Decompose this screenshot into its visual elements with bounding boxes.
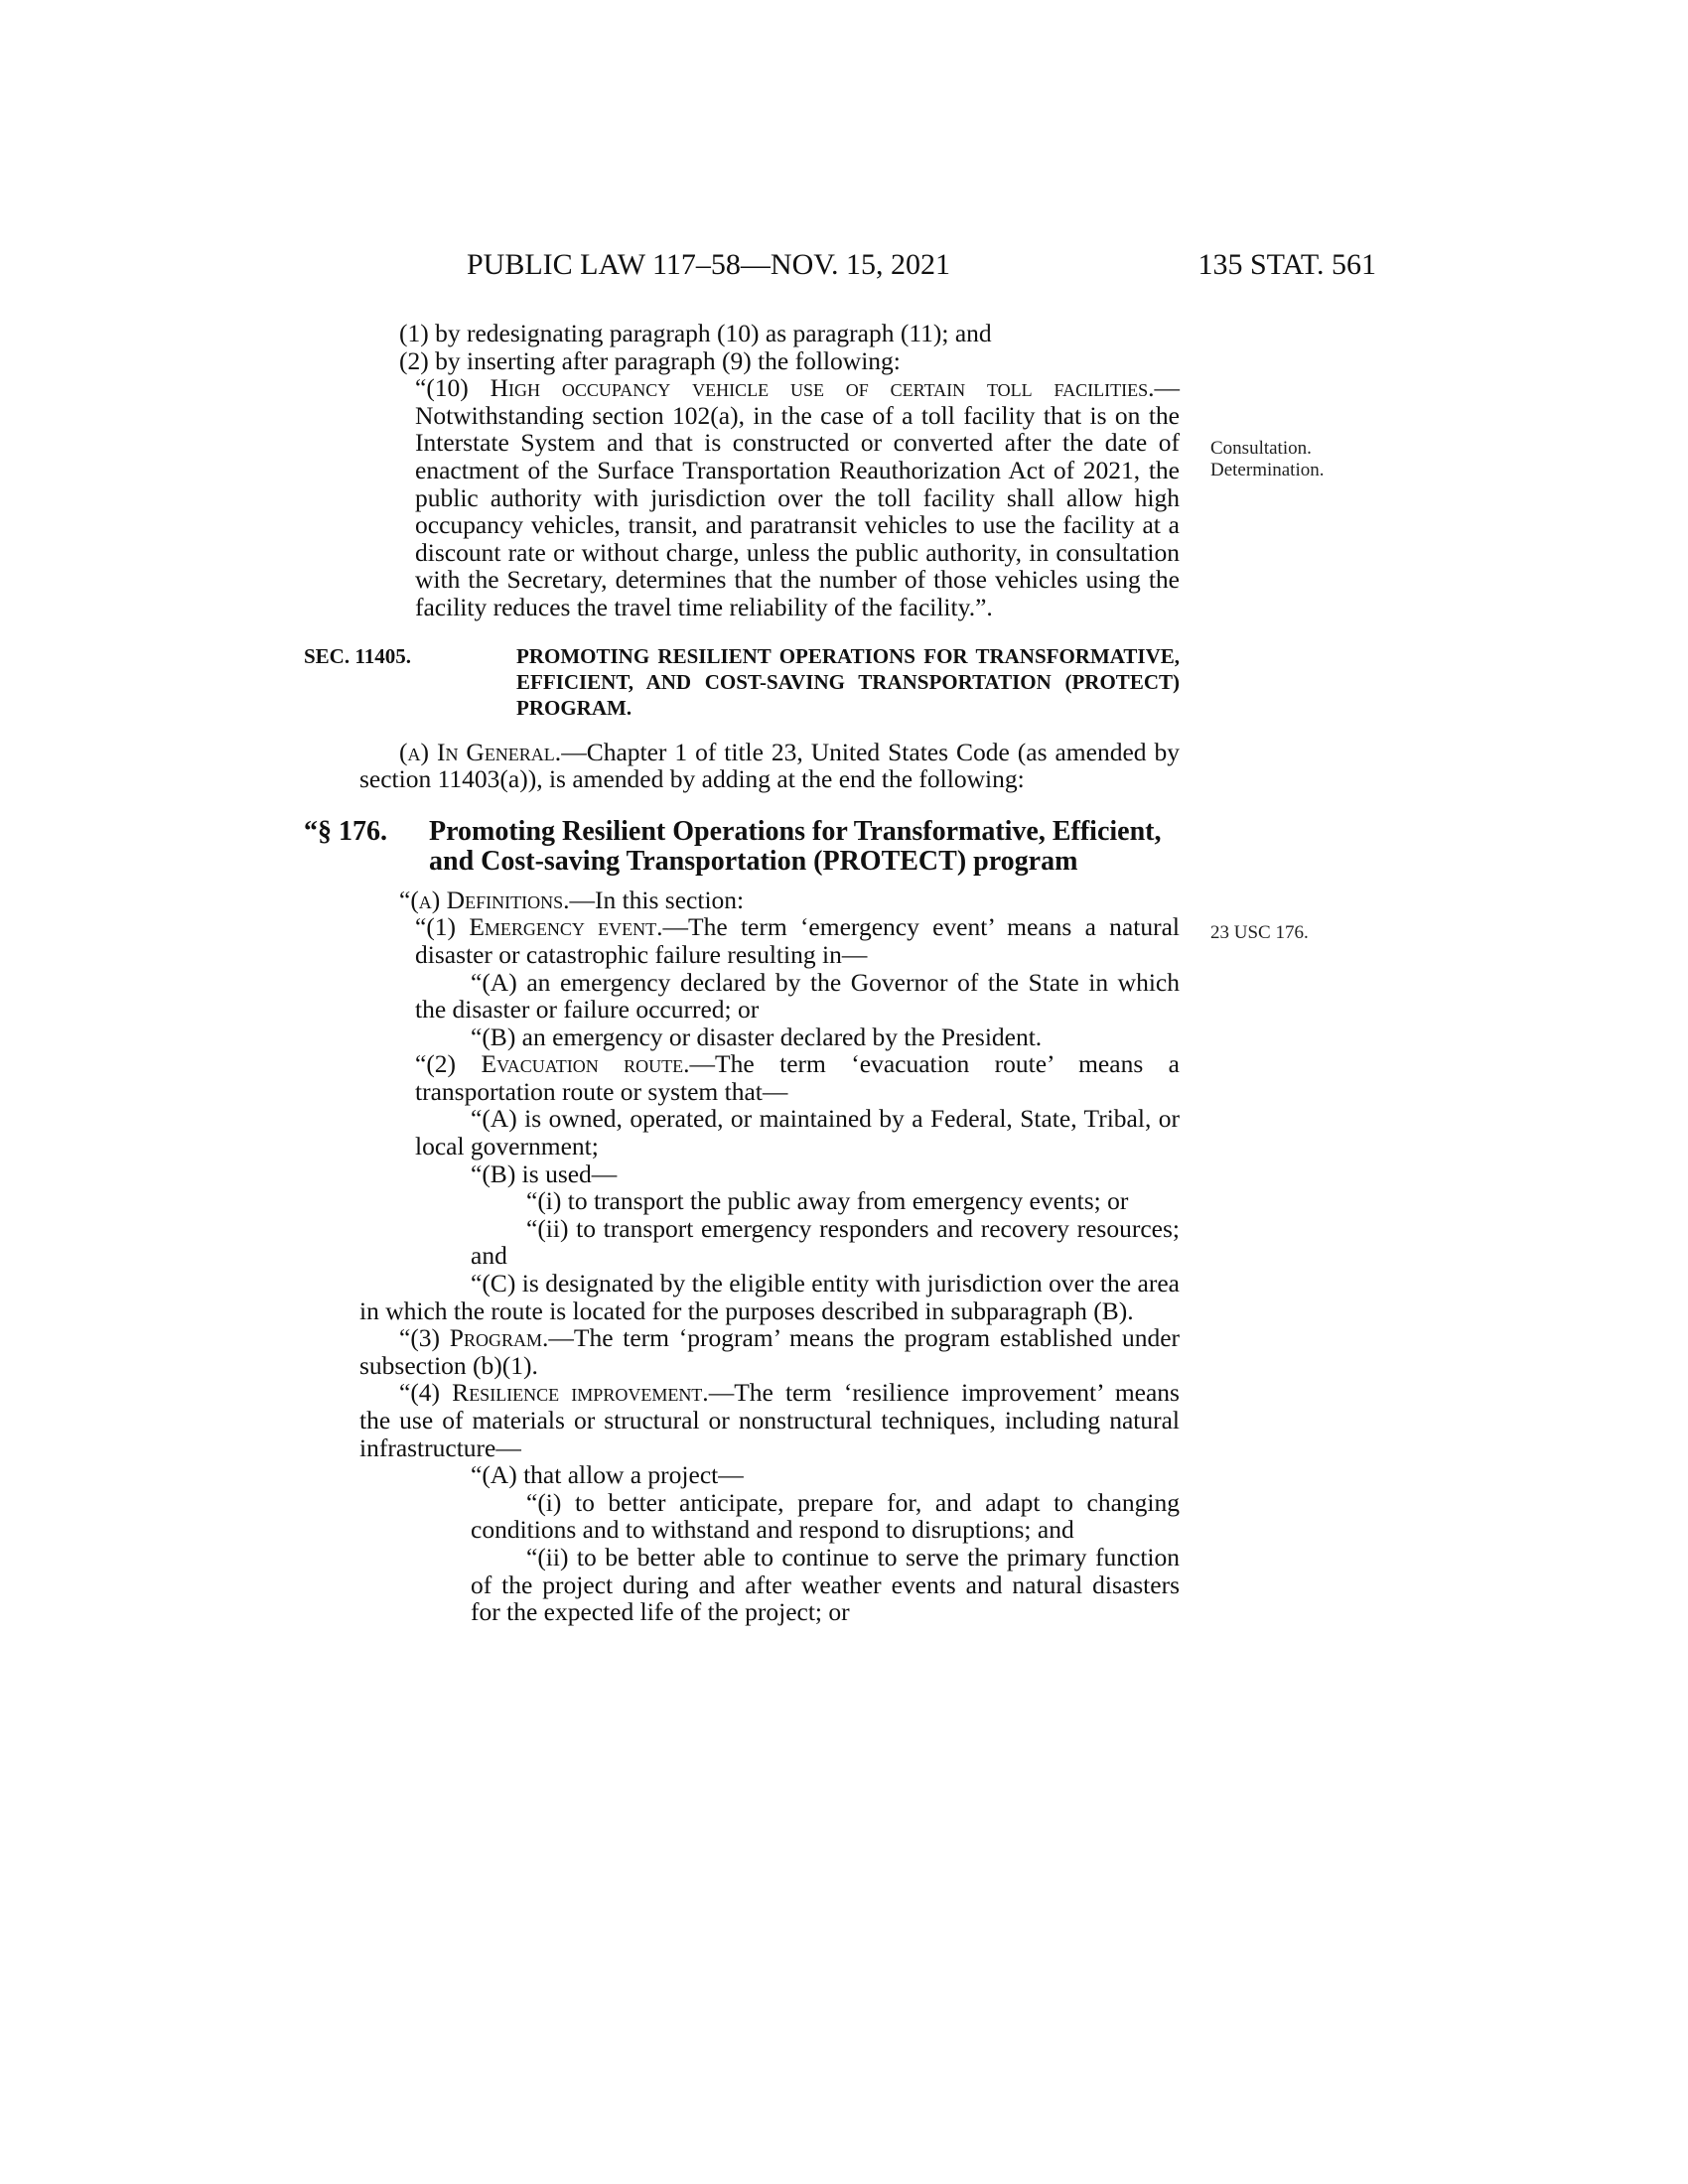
margin-note-line: Consultation. <box>1210 438 1312 459</box>
paragraph: “(i) to better anticipate, prepare for, and adapt to changing conditions and to withstand and respond to disruptions; and <box>471 1487 1180 1545</box>
statute-page-number: 135 STAT. 561 <box>1197 248 1376 281</box>
paragraph <box>359 1379 1180 1461</box>
code-section-title: Promoting Resilient Operations for Transformative, Efficient, and Cost-saving Transportation (PROTECT) program <box>429 815 1162 877</box>
paragraph-heading: “(10) High occupancy vehicle use of certain toll facilities. <box>415 373 1155 403</box>
paragraph: “(A) that allow a project— <box>471 1460 744 1490</box>
paragraph-heading: “(2) Evacuation route. <box>415 1049 690 1079</box>
paragraph: “(i) to transport the public away from emergency events; or <box>526 1186 1129 1216</box>
code-section-heading <box>304 815 1180 877</box>
paragraph-text: —The term ‘program’ means the program established under subsection (b)(1). <box>359 1323 1180 1380</box>
paragraph-text: —The term ‘emergency event’ means a natural disaster or catastrophic failure resulting in— <box>415 912 1180 969</box>
paragraph-heading: “(1) Emergency event. <box>415 912 663 942</box>
paragraph <box>359 739 1180 793</box>
paragraph: “(A) an emergency declared by the Governor of the State in which the disaster or failure occurred; or <box>415 967 1180 1024</box>
paragraph-text: —Chapter 1 of title 23, United States Code (as amended by section 11403(a)), is amended by adding at the end the following: <box>359 737 1180 794</box>
paragraph: “(ii) to be better able to continue to serve the primary function of the project during and after weather events and natural disasters for the expected life of the project; or <box>471 1542 1180 1627</box>
paragraph: (1) by redesignating paragraph (10) as paragraph (11); and <box>399 319 992 347</box>
paragraph-text: —The term ‘resilience improvement’ means the use of materials or structural or nonstructural techniques, including natural infrastructure— <box>359 1378 1180 1462</box>
section-heading <box>304 643 1180 721</box>
paragraph <box>359 887 1180 914</box>
paragraph: (2) by inserting after paragraph (9) the following: <box>399 345 901 375</box>
paragraph: “(B) an emergency or disaster declared by the President. <box>471 1022 1043 1051</box>
section-number: SEC. 11405. <box>304 643 411 668</box>
paragraph-text: —Notwithstanding section 102(a), in the case of a toll facility that is on the Interstate System and that is constructed or converted after the date of enactment of the Surface Transportation Reauthorization Act of 2021, the public authority with jurisdiction over the toll facility shall allow high occupancy vehicles, transit, and paratransit vehicles to use the facility at a discount rate or without charge, unless the public authority, in consultation with the Secretary, determines that the number of those vehicles using the facility reduces the travel time reliability of the facility.”. <box>415 373 1180 621</box>
paragraph <box>359 913 1180 968</box>
paragraph <box>359 374 1180 620</box>
paragraph <box>359 1324 1180 1379</box>
paragraph-heading: (a) In General. <box>399 737 562 766</box>
paragraph-text: —The term ‘evacuation route’ means a transportation route or system that— <box>415 1049 1180 1106</box>
paragraph-heading: “(3) Program. <box>399 1323 549 1353</box>
page-header <box>0 248 1688 288</box>
paragraph: “(A) is owned, operated, or maintained by a Federal, State, Tribal, or local government; <box>415 1104 1180 1161</box>
paragraph-heading: “(4) Resilience improvement. <box>399 1378 709 1408</box>
paragraph-text: —In this section: <box>569 885 745 914</box>
code-section-number: “§ 176. <box>304 815 387 847</box>
margin-note-line: Determination. <box>1210 460 1325 480</box>
margin-note-consultation <box>1210 438 1325 481</box>
section-title: PROMOTING RESILIENT OPERATIONS FOR TRANSFORMATIVE, EFFICIENT, AND COST-SAVING TRANSPORTATION (PROTECT) PROGRAM. <box>516 643 1180 720</box>
paragraph: “(B) is used— <box>471 1159 618 1188</box>
paragraph: “(ii) to transport emergency responders and recovery resources; and <box>471 1213 1180 1271</box>
paragraph: “(C) is designated by the eligible entity with jurisdiction over the area in which the route is located for the purposes described in subparagraph (B). <box>359 1269 1180 1325</box>
paragraph-heading: “(a) Definitions. <box>399 885 570 914</box>
paragraph <box>359 1050 1180 1105</box>
margin-note-usc: 23 USC 176. <box>1210 922 1309 943</box>
running-title: PUBLIC LAW 117–58—NOV. 15, 2021 <box>467 248 951 281</box>
document-body <box>304 319 1180 1627</box>
